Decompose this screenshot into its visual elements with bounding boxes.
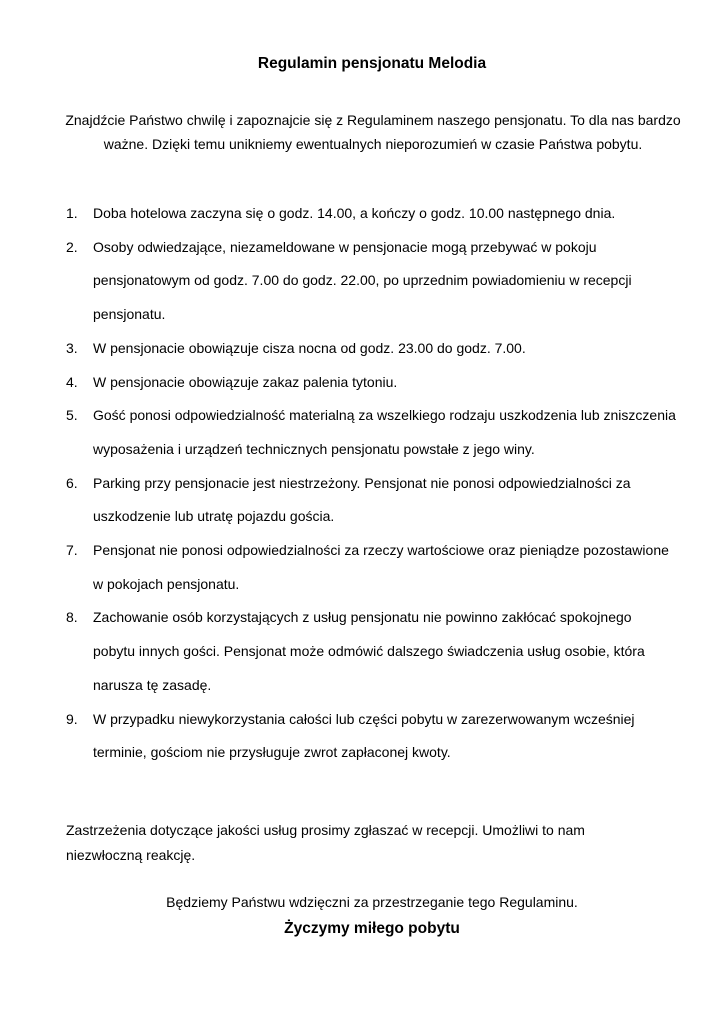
rule-number: 5. xyxy=(66,407,78,424)
rule-text: Parking przy pensjonacie jest niestrzeżony. Pensjonat nie ponosi odpowiedzialności za uszkodzenie lub utratę pojazdu gościa. xyxy=(93,474,631,525)
rule-item xyxy=(66,332,676,366)
rule-text: Osoby odwiedzające, niezameldowane w pensjonacie mogą przebywać w pokoju pensjonatowym od godz. 7.00 do godz. 22.00, po uprzednim powiadomieniu w recepcji pensjonatu. xyxy=(93,238,632,323)
thanks-line: Będziemy Państwu wdzięczni za przestrzeganie tego Regulaminu. xyxy=(166,894,578,910)
rule-item xyxy=(66,399,676,466)
rules-list xyxy=(66,197,676,770)
rule-number: 1. xyxy=(66,205,78,221)
rule-number: 3. xyxy=(66,339,78,356)
document-title: Regulamin pensjonatu Melodia xyxy=(257,55,487,72)
outro-paragraph: Zastrzeżenia dotyczące jakości usług prosimy zgłaszać w recepcji. Umożliwi to nam niezwłoczną reakcję. xyxy=(66,822,585,863)
rule-number: 8. xyxy=(66,609,78,626)
rule-text: Gość ponosi odpowiedzialność materialną za wszelkiego rodzaju uszkodzenia lub zniszczenia wyposażenia i urządzeń technicznych pensjonatu powstałe z jego winy. xyxy=(93,407,676,457)
rule-item xyxy=(66,534,676,601)
rule-text: W pensjonacie obowiązuje cisza nocna od godz. 23.00 do godz. 7.00. xyxy=(93,339,526,356)
rule-number: 6. xyxy=(66,474,78,491)
rule-text: W przypadku niewykorzystania całości lub części pobytu w zarezerwowanym wcześniej terminie, gościom nie przysługuje zwrot zapłaconej kwoty. xyxy=(93,710,635,761)
rule-item xyxy=(66,467,676,534)
intro-paragraph: Znajdźcie Państwo chwilę i zapoznajcie się z Regulaminem naszego pensjonatu. To dla nas bardzo ważne. Dzięki temu unikniemy ewentualnych nieporozumień w czasie Państwa pobytu. xyxy=(65,112,681,152)
rule-number: 2. xyxy=(66,238,78,255)
rule-text: Pensjonat nie ponosi odpowiedzialności za rzeczy wartościowe oraz pieniądze pozostawione w pokojach pensjonatu. xyxy=(93,542,669,592)
rule-text: Doba hotelowa zaczyna się o godz. 14.00, a kończy o godz. 10.00 następnego dnia. xyxy=(93,205,616,221)
rule-item xyxy=(66,601,676,702)
rule-item xyxy=(66,197,676,231)
rule-number: 4. xyxy=(66,373,78,390)
rule-item xyxy=(66,366,676,400)
rule-item xyxy=(66,231,676,332)
rule-number: 7. xyxy=(66,542,78,559)
closing-line: Życzymy miłego pobytu xyxy=(284,920,460,937)
rule-number: 9. xyxy=(66,710,78,727)
rule-text: W pensjonacie obowiązuje zakaz palenia tytoniu. xyxy=(93,373,398,390)
rule-item xyxy=(66,703,676,770)
rule-text: Zachowanie osób korzystających z usług pensjonatu nie powinno zakłócać spokojnego pobytu innych gości. Pensjonat może odmówić dalszego świadczenia usług osobie, która narusza tę zasadę. xyxy=(93,609,645,693)
